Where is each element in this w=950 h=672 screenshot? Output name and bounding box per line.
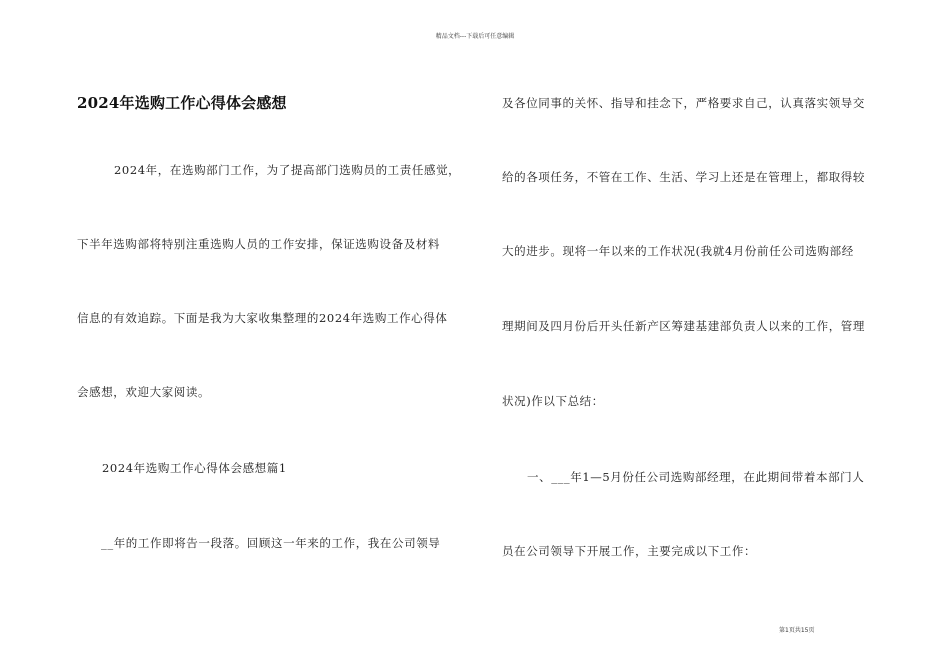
paragraph-line: 信息的有效追踪。下面是我为大家收集整理的2024年选购工作心得体 (77, 311, 448, 325)
paragraph-line: 大的进步。现将一年以来的工作状况(我就4月份前任公司选购部经 (502, 244, 854, 258)
paragraph-line: 2024年，在选购部门工作，为了提高部门选购员的工责任感觉， (114, 163, 461, 177)
paragraph-line: 状况)作以下总结： (502, 394, 604, 408)
paragraph-line: 理期间及四月份后开头任新产区筹建基建部负责人以来的工作，管理 (502, 319, 865, 333)
section-heading: 2024年选购工作心得体会感想篇1 (102, 461, 287, 475)
paragraph-line: 下半年选购部将特别注重选购人员的工作安排，保证选购设备及材料 (77, 237, 440, 251)
header-note: 精品文档---下载后可任意编辑 (435, 33, 515, 40)
paragraph-line: 会感想，欢迎大家阅读。 (77, 385, 211, 399)
paragraph-line: 一、___年1—5月份任公司选购部经理，在此期间带着本部门人 (527, 470, 865, 484)
paragraph-line: 员在公司领导下开展工作，主要完成以下工作： (502, 544, 757, 558)
paragraph-line: 给的各项任务，不管在工作、生活、学习上还是在管理上，都取得较 (502, 170, 865, 184)
document-title: 2024年选购工作心得体会感想 (77, 94, 287, 112)
paragraph-line: __年的工作即将告一段落。回顾这一年来的工作，我在公司领导 (101, 536, 441, 550)
page-number: 第1页共15页 (779, 627, 815, 634)
paragraph-line: 及各位同事的关怀、指导和挂念下，严格要求自己，认真落实领导交 (502, 96, 865, 110)
